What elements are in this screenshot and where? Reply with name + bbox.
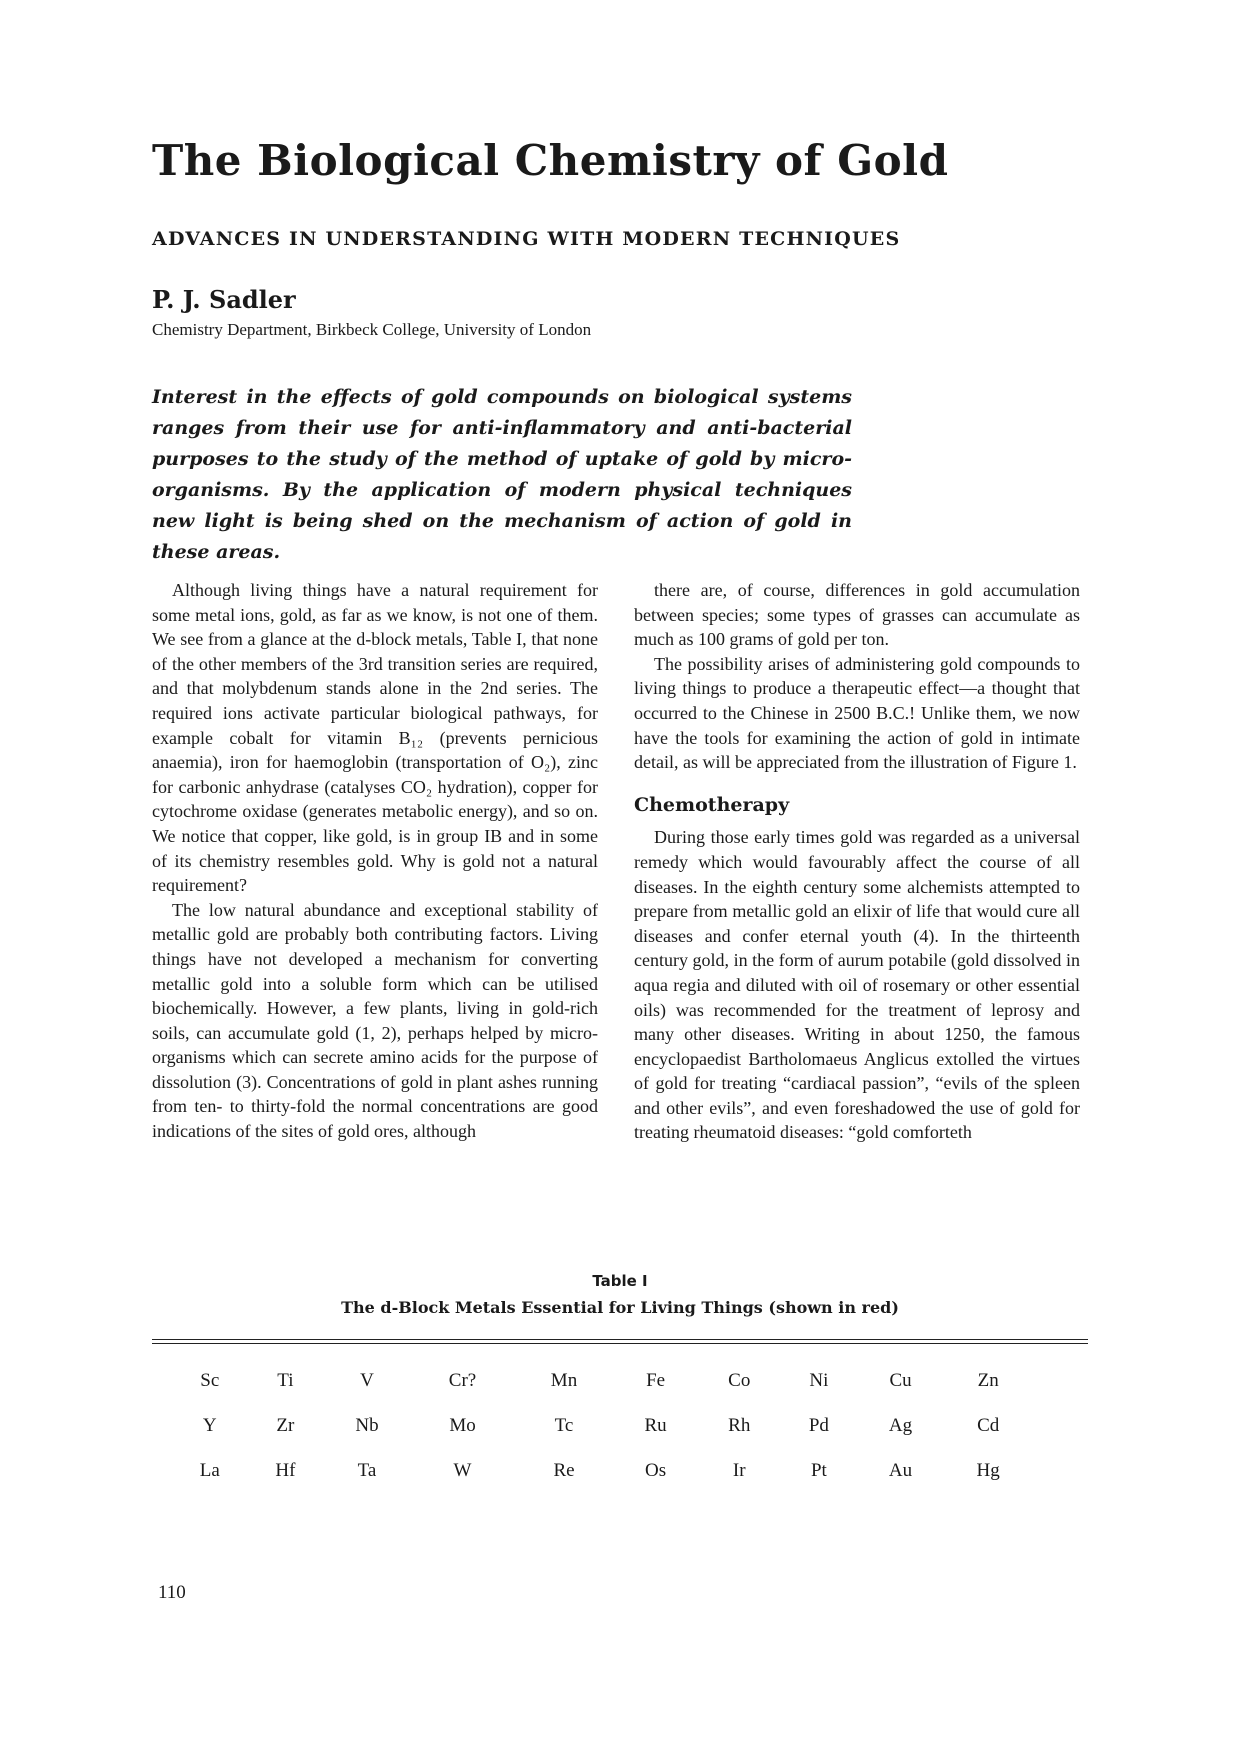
table-rule	[152, 1339, 1088, 1344]
abstract: Interest in the effects of gold compounds on biological systems ranges from their use for anti-inflammatory and anti-bacterial purposes to the study of the method of uptake of gold by micro-organisms. By the application of modern physical techniques new light is being shed on the mechanism of action of gold in these areas.	[152, 386, 852, 563]
table-cell: Sc	[200, 1369, 220, 1391]
metals-table	[172, 1358, 1032, 1493]
table-cell: Hf	[275, 1459, 296, 1481]
table-label: Table I	[592, 1272, 648, 1290]
table-cell: Cd	[977, 1414, 1000, 1436]
author-affiliation: Chemistry Department, Birkbeck College, University of London	[152, 320, 592, 339]
table-cell: Ti	[277, 1369, 294, 1391]
table-cell: W	[453, 1459, 472, 1481]
table-row	[172, 1403, 1032, 1448]
section-heading-chemotherapy: Chemotherapy	[634, 793, 790, 816]
table-cell: Cr?	[448, 1369, 477, 1391]
table-cell: Cu	[889, 1369, 912, 1391]
table-cell: Mn	[550, 1369, 578, 1391]
right-column	[634, 578, 1080, 1145]
table-cell: Ir	[732, 1459, 746, 1481]
table-cell: Pd	[808, 1414, 829, 1436]
table-cell: Rh	[728, 1414, 751, 1436]
table-cell: Ta	[357, 1459, 377, 1481]
table-metals-block	[152, 1272, 1088, 1493]
right-paragraph-1: there are, of course, differences in gold accumulation between species; some types of grasses can accumulate as much as 100 grams of gold per ton.	[634, 580, 1080, 650]
table-cell: Pt	[810, 1459, 827, 1481]
table-cell: Re	[553, 1459, 575, 1481]
table-cell: La	[199, 1459, 220, 1481]
right-paragraph-3: During those early times gold was regarded as a universal remedy which would favourably affect the course of all diseases. In the eighth century some alchemists attempted to prepare from metallic gold an elixir of life that would cure all diseases and confer eternal youth (4). In the thirteenth century gold, in the form of aurum potabile (gold dissolved in aqua regia and diluted with oil of rosemary or other essential oils) was recommended for the treatment of leprosy and many other diseases. Writing in about 1250, the famous encyclopaedist Bartholomaeus Anglicus extolled the virtues of gold for treating “cardiacal passion”, “evils of the spleen and other evils”, and even foreshadowed the use of gold for treating rheumatoid diseases: “gold comforteth	[634, 827, 1080, 1143]
left-paragraph-2: The low natural abundance and exceptional stability of metallic gold are probably both contributing factors. Living things have not developed a mechanism for converting metallic gold into a soluble form which can be utilised biochemically. However, a few plants, living in gold-rich soils, can accumulate gold (1, 2), perhaps helped by micro-organisms which can secrete amino acids for the purpose of dissolution (3). Concentrations of gold in plant ashes running from ten- to thirty-fold the normal concentrations are good indications of the sites of gold ores, although	[152, 899, 598, 1142]
table-cell: Nb	[355, 1414, 379, 1436]
article-title: The Biological Chemistry of Gold	[152, 136, 949, 185]
table-cell: Ru	[644, 1414, 667, 1436]
table-row	[172, 1358, 1032, 1403]
article-subtitle: ADVANCES IN UNDERSTANDING WITH MODERN TECHNIQUES	[152, 228, 901, 250]
right-paragraph-2: The possibility arises of administering gold compounds to living things to produce a therapeutic effect—a thought that occurred to the Chinese in 2500 B.C.! Unlike them, we now have the tools for examining the action of gold in intimate detail, as will be appreciated from the illustration of Figure 1.	[634, 653, 1080, 773]
table-cell: Zn	[977, 1369, 999, 1391]
table-cell: Fe	[646, 1369, 666, 1391]
table-row	[172, 1448, 1032, 1493]
page-number: 110	[158, 1582, 186, 1603]
table-caption: The d-Block Metals Essential for Living Things (shown in red)	[341, 1298, 899, 1317]
table-cell: Ag	[888, 1414, 913, 1436]
table-cell: Y	[202, 1414, 217, 1436]
table-cell: Co	[728, 1369, 751, 1391]
table-cell: Au	[888, 1459, 913, 1481]
left-paragraph-1: Although living things have a natural requirement for some metal ions, gold, as far as we know, is not one of them. We see from a glance at the d-block metals, Table I, that none of the other members of the 3rd transition series are required, and that molybdenum stands alone in the 2nd series. The required ions activate particular biological pathways, for example cobalt for vitamin B₁₂ (prevents pernicious anaemia), iron for haemoglobin (transportation of O₂), zinc for carbonic anhydrase (catalyses CO₂ hydration), copper for cytochrome oxidase (generates metabolic energy), and so on. We notice that copper, like gold, is in group IB and in some of its chemistry resembles gold. Why is gold not a natural requirement?	[152, 580, 598, 896]
table-cell: Hg	[976, 1459, 1000, 1481]
table-cell: Zr	[276, 1414, 295, 1436]
table-cell: V	[360, 1369, 374, 1391]
table-cell: Ni	[809, 1369, 829, 1391]
author-name: P. J. Sadler	[152, 285, 296, 314]
left-column	[152, 578, 598, 1144]
table-cell: Tc	[554, 1414, 574, 1436]
table-cell: Os	[645, 1459, 667, 1481]
table-cell: Mo	[449, 1414, 476, 1436]
